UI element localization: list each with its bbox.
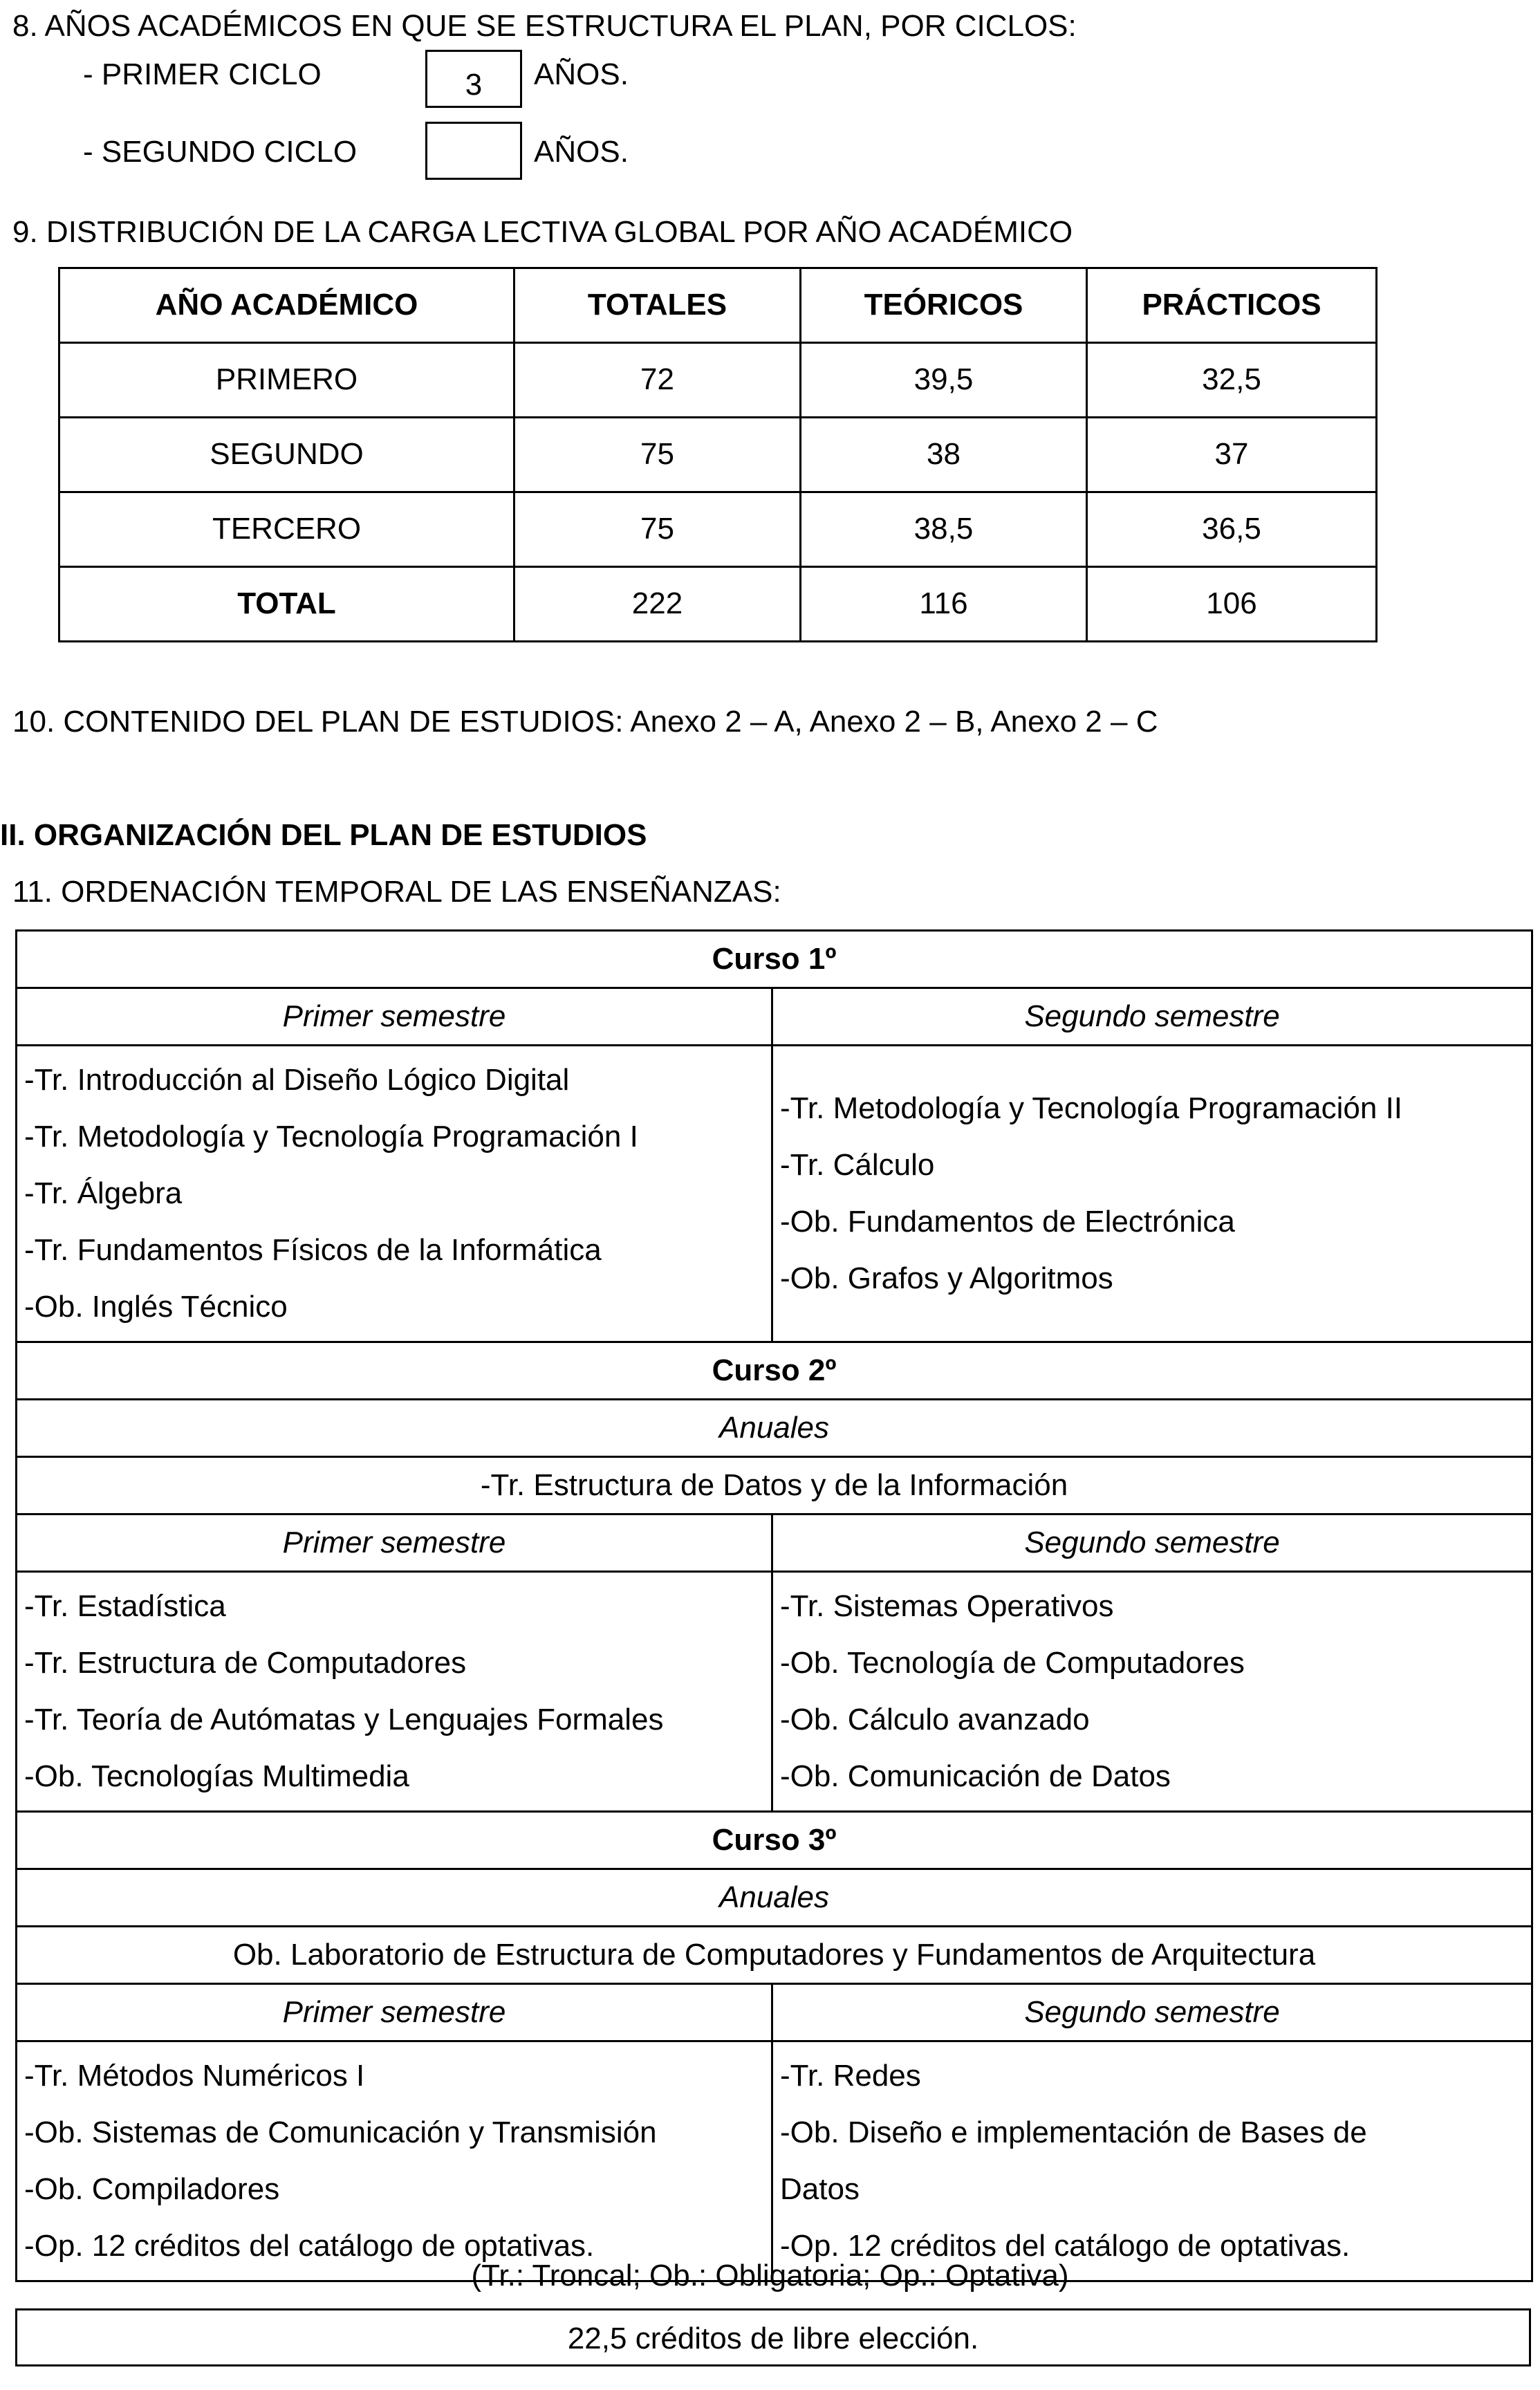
table-row bbox=[59, 418, 1377, 492]
curso-2-sem-1 bbox=[17, 1572, 772, 1812]
table-cell: SEGUNDO bbox=[59, 418, 514, 492]
header-cell: PRÁCTICOS bbox=[1087, 268, 1377, 343]
carga-lectiva-table bbox=[58, 267, 1377, 642]
list-item: -Tr. Sistemas Operativos bbox=[780, 1589, 1114, 1623]
curso-3-anual: Ob. Laboratorio de Estructura de Computadores y Fundamentos de Arquitectura bbox=[17, 1927, 1532, 1984]
list-item: -Op. 12 créditos del catálogo de optativas. bbox=[780, 2229, 1351, 2263]
table-cell: 116 bbox=[801, 567, 1087, 642]
table-cell: 38 bbox=[801, 418, 1087, 492]
table-cell: 75 bbox=[514, 418, 801, 492]
segundo-ciclo-label: - SEGUNDO CICLO bbox=[83, 135, 358, 169]
list-item: -Tr. Fundamentos Físicos de la Informática bbox=[24, 1233, 602, 1267]
table-cell: 32,5 bbox=[1087, 343, 1377, 418]
section-ii-heading: II. ORGANIZACIÓN DEL PLAN DE ESTUDIOS bbox=[0, 818, 647, 852]
list-item: -Ob. Tecnología de Computadores bbox=[780, 1646, 1245, 1680]
anuales-label: Anuales bbox=[17, 1400, 1532, 1457]
list-item: -Tr. Estadística bbox=[24, 1589, 226, 1623]
curso-3-title: Curso 3º bbox=[17, 1812, 1532, 1869]
list-item: -Tr. Metodología y Tecnología Programación II bbox=[780, 1091, 1403, 1125]
curso-1-title: Curso 1º bbox=[17, 931, 1532, 988]
curso-2-title: Curso 2º bbox=[17, 1342, 1532, 1400]
list-item: -Ob. Cálculo avanzado bbox=[780, 1703, 1090, 1736]
section-10-text: 10. CONTENIDO DEL PLAN DE ESTUDIOS: Anexo 2 – A, Anexo 2 – B, Anexo 2 – C bbox=[12, 705, 1158, 739]
segundo-semestre-label: Segundo semestre bbox=[772, 988, 1532, 1046]
curso-1-sem-1 bbox=[17, 1046, 772, 1342]
table-cell: 36,5 bbox=[1087, 492, 1377, 567]
table-cell: TOTAL bbox=[59, 567, 514, 642]
list-item: -Ob. Tecnologías Multimedia bbox=[24, 1759, 409, 1793]
table-row bbox=[59, 343, 1377, 418]
curso-2-anual: -Tr. Estructura de Datos y de la Información bbox=[17, 1457, 1532, 1514]
table-cell: 72 bbox=[514, 343, 801, 418]
list-item: -Ob. Inglés Técnico bbox=[24, 1290, 288, 1324]
table-cell: PRIMERO bbox=[59, 343, 514, 418]
list-item: -Tr. Álgebra bbox=[24, 1176, 183, 1210]
list-item: -Tr. Métodos Numéricos I bbox=[24, 2059, 365, 2093]
table-row bbox=[59, 492, 1377, 567]
list-item: -Tr. Cálculo bbox=[780, 1148, 935, 1182]
list-item: -Ob. Diseño e implementación de Bases de bbox=[780, 2115, 1367, 2149]
section-9-title: 9. DISTRIBUCIÓN DE LA CARGA LECTIVA GLOBAL POR AÑO ACADÉMICO bbox=[12, 215, 1073, 249]
curso-1-sem-2 bbox=[772, 1046, 1532, 1342]
abbreviations-legend: (Tr.: Troncal; Ob.: Obligatoria; Op.: Optativa) bbox=[471, 2259, 1069, 2292]
list-item: -Ob. Compiladores bbox=[24, 2172, 280, 2206]
curso-3-sem-1 bbox=[17, 2041, 772, 2281]
list-item: -Tr. Metodología y Tecnología Programación I bbox=[24, 1120, 638, 1154]
libre-eleccion-text: 22,5 créditos de libre elección. bbox=[567, 2322, 979, 2355]
table-header-row bbox=[59, 268, 1377, 343]
table-cell: TERCERO bbox=[59, 492, 514, 567]
header-cell: AÑO ACADÉMICO bbox=[59, 268, 514, 343]
primer-ciclo-label: - PRIMER CICLO bbox=[83, 57, 322, 91]
primer-ciclo-value: 3 bbox=[425, 50, 522, 108]
ordenacion-temporal-table bbox=[15, 929, 1533, 2282]
header-cell: TOTALES bbox=[514, 268, 801, 343]
primer-semestre-label: Primer semestre bbox=[17, 1984, 772, 2041]
table-cell: 37 bbox=[1087, 418, 1377, 492]
header-cell: TEÓRICOS bbox=[801, 268, 1087, 343]
list-item: -Ob. Fundamentos de Electrónica bbox=[780, 1205, 1235, 1239]
list-item: -Tr. Introducción al Diseño Lógico Digital bbox=[24, 1063, 570, 1097]
primer-semestre-label: Primer semestre bbox=[17, 1514, 772, 1572]
curso-2-sem-2 bbox=[772, 1572, 1532, 1812]
list-item: -Op. 12 créditos del catálogo de optativas. bbox=[24, 2229, 595, 2263]
primer-semestre-label: Primer semestre bbox=[17, 988, 772, 1046]
section-11-title: 11. ORDENACIÓN TEMPORAL DE LAS ENSEÑANZAS: bbox=[12, 875, 781, 909]
segundo-ciclo-value bbox=[425, 122, 522, 180]
table-cell: 75 bbox=[514, 492, 801, 567]
list-item: -Ob. Comunicación de Datos bbox=[780, 1759, 1171, 1793]
list-item: Datos bbox=[780, 2172, 860, 2206]
list-item: -Tr. Redes bbox=[780, 2059, 921, 2093]
list-item: -Ob. Sistemas de Comunicación y Transmisión bbox=[24, 2115, 657, 2149]
table-cell: 39,5 bbox=[801, 343, 1087, 418]
curso-3-sem-2 bbox=[772, 2041, 1532, 2281]
segundo-ciclo-unit: AÑOS. bbox=[534, 135, 629, 169]
list-item: -Tr. Teoría de Autómatas y Lenguajes Formales bbox=[24, 1703, 664, 1736]
table-cell: 106 bbox=[1087, 567, 1377, 642]
list-item: -Tr. Estructura de Computadores bbox=[24, 1646, 467, 1680]
anuales-label: Anuales bbox=[17, 1869, 1532, 1927]
primer-ciclo-unit: AÑOS. bbox=[534, 57, 629, 91]
segundo-semestre-label: Segundo semestre bbox=[772, 1514, 1532, 1572]
section-8-title: 8. AÑOS ACADÉMICOS EN QUE SE ESTRUCTURA EL PLAN, POR CICLOS: bbox=[12, 9, 1077, 43]
segundo-semestre-label: Segundo semestre bbox=[772, 1984, 1532, 2041]
table-cell: 38,5 bbox=[801, 492, 1087, 567]
list-item: -Ob. Grafos y Algoritmos bbox=[780, 1261, 1113, 1295]
libre-eleccion-box bbox=[15, 2308, 1531, 2366]
table-cell: 222 bbox=[514, 567, 801, 642]
table-total-row bbox=[59, 567, 1377, 642]
